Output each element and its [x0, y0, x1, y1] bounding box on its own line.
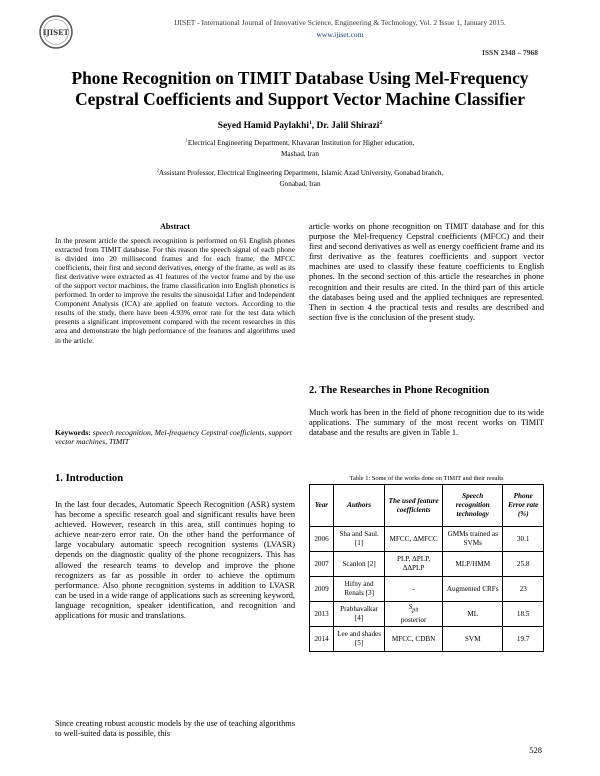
table-row	[310, 627, 544, 652]
table-caption: Table 1: Some of the works done on TIMIT and their results	[349, 475, 504, 482]
table-row	[310, 527, 544, 552]
affiliation-2	[40, 168, 560, 190]
introduction-paragraph-1: In the last four decades, Automatic Speech Recognition (ASR) system has become a specific research goal and significant results have been achieved. However, research in this area, still continues hoping to achieve near-zero error rate. On the other hand the performance of large vocabulary automatic speech recognition systems (LVASR) depends on the diagnostic quality of the phone recognizers. This has allowed the research teams to develop and improve the phone recognizers as far as possible in order to achieve the optimum performance. Also phone recognition systems in addition to LVASR can be used in a wide range of applications such as screening keyword, language recognition, speaker identification, and recognition and applications for music and translations.	[55, 500, 295, 621]
affiliation-2-line-1: Assistant Professor, Electrical Engineering Department, Islamic Azad University, Gonabad branch,	[158, 169, 444, 177]
cell-error-rate: 23	[503, 577, 544, 602]
cell-features: -	[385, 577, 443, 602]
cell-technology: ML	[443, 602, 503, 627]
author-1-marker: 1	[308, 119, 312, 126]
cell-authors: Scanlon [2]	[334, 552, 385, 577]
section-heading-introduction: 1. Introduction	[55, 473, 124, 484]
affiliation-1-line-1: Electrical Engineering Department, Khavaran Institution for Higher education,	[187, 139, 415, 147]
section-heading-researches: 2. The Researches in Phone Recognition	[309, 385, 490, 396]
cell-technology: SVM	[443, 627, 503, 652]
cell-authors: Sha and Saul. [1]	[334, 527, 385, 552]
keywords	[55, 428, 295, 447]
author-2: Dr. Jalil Shirazi	[316, 121, 380, 131]
table-row	[310, 577, 544, 602]
cell-features: MFCC, CDBN	[385, 627, 443, 652]
feature-label: posterior	[400, 615, 427, 624]
title-line-1: Phone Recognition on TIMIT Database Using Mel-Frequency	[71, 68, 529, 88]
results-table	[309, 484, 544, 652]
cell-technology: MLP/HMM	[443, 552, 503, 577]
column-header-technology: Speech recognition technology	[443, 485, 503, 527]
introduction-paragraph-2: Since creating robust acoustic models by the use of teaching algorithms to well-suited data is possible, this	[55, 719, 295, 739]
author-2-marker: 2	[379, 119, 383, 126]
cell-authors: Prabhavalkar [4]	[334, 602, 385, 627]
cell-technology: Augmented CRFs	[443, 577, 503, 602]
page-number: 528	[529, 745, 542, 755]
svg-text:IJISET: IJISET	[43, 28, 69, 37]
journal-website	[40, 30, 600, 39]
cell-year: 2009	[310, 577, 334, 602]
keywords-list: speech recognition, Mel-frequency Cepstral coefficients, support vector machines, TIMIT	[55, 428, 292, 447]
table-row	[310, 602, 544, 627]
journal-header: IJISET - International Journal of Innovative Science, Engineering & Technology, Vol. 2 Issue 1, January 2015.	[174, 18, 506, 27]
author-1: Seyed Hamid Paylakhi	[217, 121, 309, 131]
author-list	[40, 121, 560, 131]
issn: ISSN 2348 – 7968	[481, 48, 538, 57]
researches-paragraph-1: Much work has been in the field of phone recognition due to its wide applications. The summary of the most recent works on TIMIT database and the results are given in Table 1.	[309, 408, 544, 438]
table-row	[310, 552, 544, 577]
feature-subscript: pit	[412, 607, 419, 614]
abstract-body: In the present article the speech recognition is performed on 61 English phones extracted from TIMIT database. For this reason the speech signal of each phone is divided into 20 millisecond frames and for each frame, the MFCC coefficients, their first and second derivatives, energy of the frame, as well as its first derivative were extracted as 41 features of the vector frame and by the use of the support vector machines, the frame classification into English phonetics is performed. In order to improve the results the sinusoidal Lifter and Independent Component Analysis (ICA) are applied on feature vectors. According to the results of the study, there have been 4.93% error rate for the test data which presents a significant improvement compared with the recent researches in this area and demonstrate the high performance of the features and algorithms used in the article.	[55, 236, 296, 345]
title-line-2: Cepstral Coefficients and Support Vector Machine Classifier	[75, 89, 525, 109]
cell-error-rate: 30.1	[503, 527, 544, 552]
cell-features: MFCC, ΔMFCC	[385, 527, 443, 552]
column-header-error-rate: Phone Error rate (%)	[503, 485, 544, 527]
cell-error-rate: 25.8	[503, 552, 544, 577]
website-link[interactable]: www.ijiset.com	[316, 30, 364, 39]
author-separator: ,	[311, 121, 317, 131]
affiliation-1	[40, 138, 560, 160]
cell-year: 2006	[310, 527, 334, 552]
abstract-heading: Abstract	[160, 222, 190, 231]
cell-year: 2014	[310, 627, 334, 652]
affiliation-1-line-2: Mashad, Iran	[281, 150, 319, 158]
cell-error-rate: 18.5	[503, 602, 544, 627]
affiliation-2-marker: 2	[156, 167, 159, 173]
cell-features: PLP, ΔPLP, ΔΔPLP	[385, 552, 443, 577]
affiliation-2-line-2: Gonabad, Iran	[279, 180, 321, 188]
cell-error-rate: 19.7	[503, 627, 544, 652]
column-header-features: The used feature coefficients	[385, 485, 443, 527]
feature-symbol: S	[408, 603, 413, 612]
introduction-paragraph-continued: article works on phone recognition on TIMIT database and for this purpose the Mel-frequency Cepstral coefficients (MFCC) and their first and second derivatives as well as energy coefficient frame and its first derivative as the features coefficients and support vector machines are used to classify these feature coefficients to English phones. In the second section of this article the researches in phone recognition and their results are cited. In the third part of this article the databases being used and the applied techniques are represented. Then in section 4 the practical tests and results are described and section five is the conclusion of the present study.	[309, 222, 544, 322]
column-header-authors: Authors	[334, 485, 385, 527]
cell-year: 2007	[310, 552, 334, 577]
column-header-year: Year	[310, 485, 334, 527]
cell-features	[385, 602, 443, 627]
table-header-row	[310, 485, 544, 527]
cell-authors: Lee and shades [5]	[334, 627, 385, 652]
cell-year: 2013	[310, 602, 334, 627]
cell-technology: GMMs trained as SVMs	[443, 527, 503, 552]
paper-title	[40, 68, 560, 110]
cell-authors: Hifny and Renals [3]	[334, 577, 385, 602]
affiliation-1-marker: 1	[185, 137, 188, 143]
keywords-label: Keywords:	[55, 428, 91, 437]
